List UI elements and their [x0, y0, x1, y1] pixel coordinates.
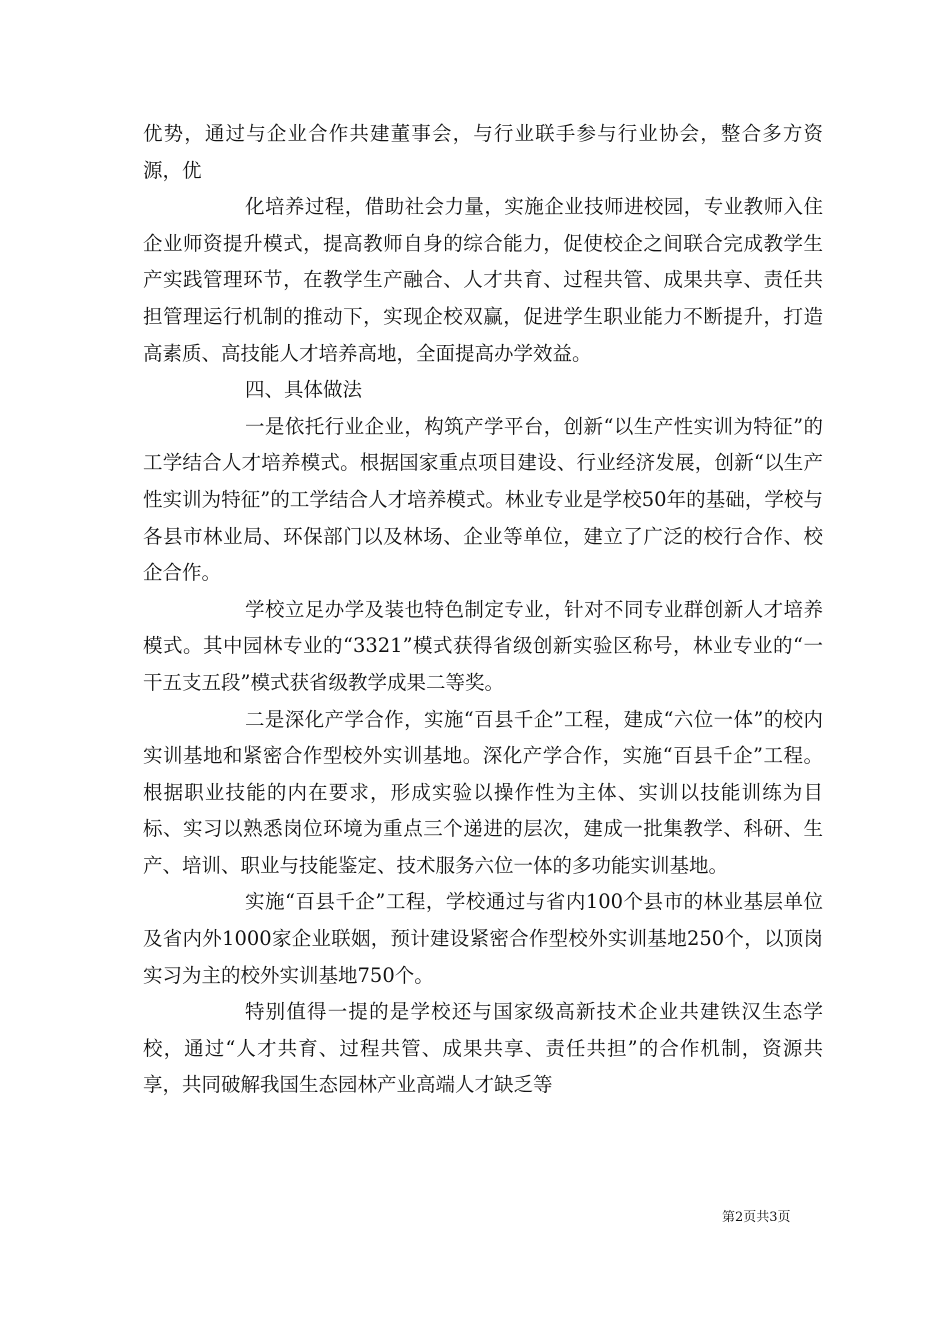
section-heading: 四、具体做法	[245, 378, 363, 402]
paragraph-6: 实施“百县千企”工程，学校通过与省内100个县市的林业基层单位及省内外1000家企业联姻，预计建设紧密合作型校外实训基地250个，以顶岗实习为主的校外实训基地750个。	[143, 890, 823, 987]
paragraph-1: 优势，通过与企业合作共建董事会，与行业联手参与行业协会，整合多方资源，优	[143, 122, 823, 182]
paragraph-2: 化培养过程，借助社会力量，实施企业技师进校园，专业教师入住企业师资提升模式，提高教师自身的综合能力，促使校企之间联合完成教学生产实践管理环节，在教学生产融合、人才共育、过程共管、成果共享、责任共担管理运行机制的推动下，实现企校双赢，促进学生职业能力不断提升，打造高素质、高技能人才培养高地，全面提高办学效益。	[143, 195, 823, 365]
page-footer: 第2页共3页	[722, 1210, 791, 1225]
paragraph-3: 一是依托行业企业，构筑产学平台，创新“以生产性实训为特征”的工学结合人才培养模式。根据国家重点项目建设、行业经济发展，创新“以生产性实训为特征”的工学结合人才培养模式。林业专业是学校50年的基础，学校与各县市林业局、环保部门以及林场、企业等单位，建立了广泛的校行合作、校企合作。	[143, 414, 823, 585]
paragraph-4: 学校立足办学及装也特色制定专业，针对不同专业群创新人才培养模式。其中园林专业的“3321”模式获得省级创新实验区称号，林业专业的“一干五支五段”模式获省级教学成果二等奖。	[143, 597, 823, 694]
paragraph-5: 二是深化产学合作，实施“百县千企”工程，建成“六位一体”的校内实训基地和紧密合作型校外实训基地。深化产学合作，实施“百县千企”工程。根据职业技能的内在要求，形成实验以操作性为主体、实训以技能训练为目标、实习以熟悉岗位环境为重点三个递进的层次，建成一批集教学、科研、生产、培训、职业与技能鉴定、技术服务六位一体的多功能实训基地。	[143, 707, 823, 877]
paragraph-7: 特别值得一提的是学校还与国家级高新技术企业共建铁汉生态学校，通过“人才共育、过程共管、成果共享、责任共担”的合作机制，资源共享，共同破解我国生态园林产业高端人才缺乏等	[143, 1000, 823, 1097]
document-body	[143, 116, 823, 1104]
